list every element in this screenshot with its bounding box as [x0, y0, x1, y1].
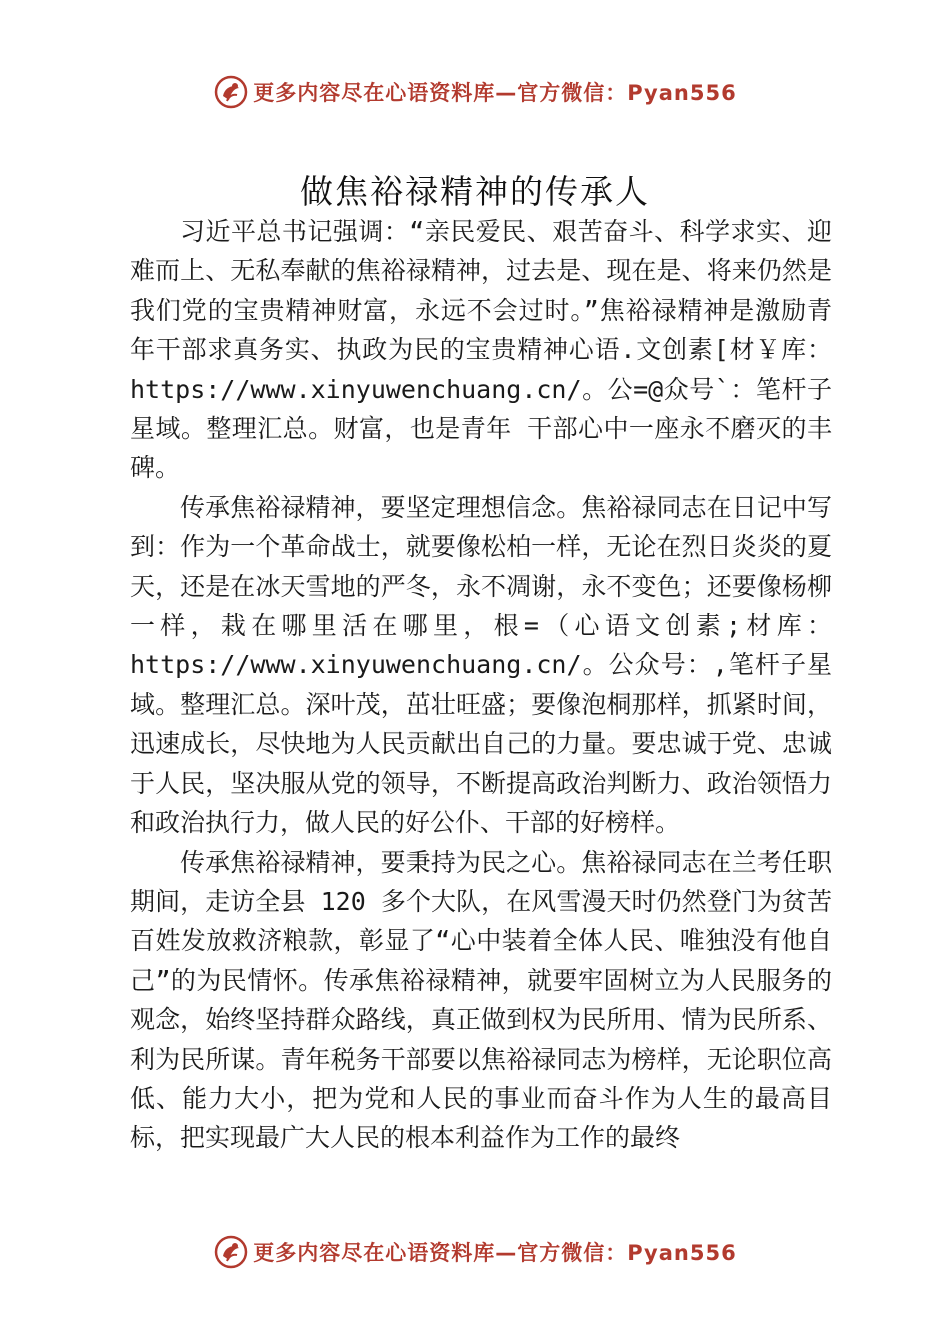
paragraph-3: 传承焦裕禄精神，要秉持为民之心。焦裕禄同志在兰考任职期间，走访全县 120 多个大队，在风雪漫天时仍然登门为贫苦百姓发放救济粮款，彰显了“心中装着全体人民、唯独没有他自己”的为民情怀。传承焦裕禄精神，就要牢固树立为人民服务的观念，始终坚持群众路线，真正做到权为民所用、情为民所系、利为民所谋。青年税务干部要以焦裕禄同志为榜样，无论职位高低、能力大小，把为党和人民的事业而奋斗作为人生的最高目标，把实现最广大人民的根本利益作为工作的最终 — [130, 847, 832, 1153]
header-banner-text: 更多内容尽在心语资料库—官方微信：Pyan556 — [253, 81, 737, 105]
paragraph-1: 习近平总书记强调：“亲民爱民、艰苦奋斗、科学求实、迎难而上、无私奉献的焦裕禄精神，过去是、现在是、将来仍然是我们党的宝贵精神财富，永远不会过时。”焦裕禄精神是激励青年干部求真务实、执政为民的宝贵精神心语.文创素[材￥库：https://www.xinyuwenchuang.cn/。公=@众号`：笔杆子星域。整理汇总。财富，也是青年 干部心中一座永不磨灭的丰碑。 — [130, 217, 832, 483]
header-banner — [0, 70, 950, 114]
document-title: 做焦裕禄精神的传承人 — [300, 172, 650, 211]
footer-banner-text: 更多内容尽在心语资料库—官方微信：Pyan556 — [253, 1241, 737, 1265]
rose-logo-icon — [213, 1234, 249, 1270]
rose-logo-icon — [213, 74, 249, 110]
paragraph-2: 传承焦裕禄精神，要坚定理想信念。焦裕禄同志在日记中写到：作为一个革命战士，就要像松柏一样，无论在烈日炎炎的夏天，还是在冰天雪地的严冬，永不凋谢，永不变色；还要像杨柳一样，栽在哪里活在哪里，根=（心语文创素;材库：https://www.xinyuwenchuang.cn/。公众号：,笔杆子星域。整理汇总。深叶茂，茁壮旺盛；要像泡桐那样，抓紧时间，迅速成长，尽快地为人民贡献出自己的力量。要忠诚于党、忠诚于人民，坚决服从党的领导，不断提高政治判断力、政治领悟力和政治执行力，做人民的好公仆、干部的好榜样。 — [130, 492, 832, 838]
document-body — [130, 212, 832, 1158]
footer-banner — [0, 1230, 950, 1274]
